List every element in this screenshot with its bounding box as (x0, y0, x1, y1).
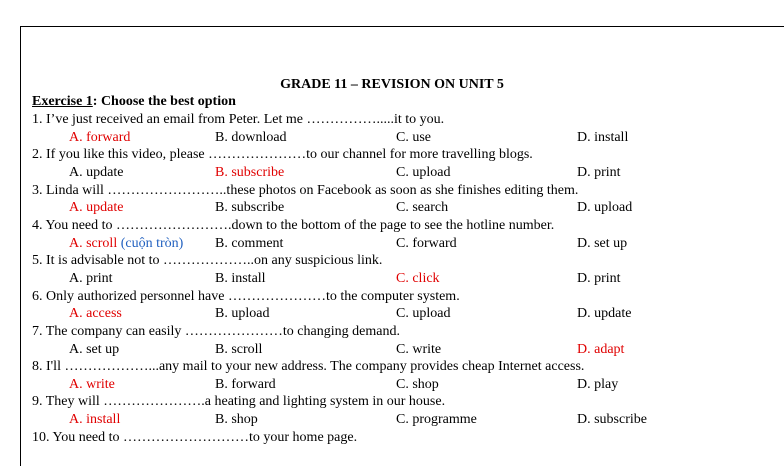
answer-option-text: C. upload (396, 165, 451, 180)
answer-option (396, 200, 448, 216)
answer-option (577, 306, 631, 322)
answer-option (396, 377, 439, 393)
answer-option-text: A. write (69, 376, 115, 392)
answer-option (215, 342, 262, 358)
answer-option-text: B. scroll (215, 341, 263, 357)
answer-option-text: D. print (577, 270, 621, 286)
answer-option (577, 236, 627, 252)
answer-option (577, 271, 621, 287)
question-text: 10. You need to ………………………to your home page. (32, 429, 358, 445)
answer-option (396, 236, 457, 252)
answer-option-text: A. scroll (69, 235, 118, 251)
answer-option (69, 130, 130, 146)
answer-option-text: B. shop (215, 412, 258, 428)
answer-option-text: D. set up (577, 235, 628, 251)
answer-option-text: D. print (577, 165, 621, 180)
answer-note: (cuộn tròn) (117, 235, 184, 251)
answer-option-text: A. install (69, 412, 121, 428)
answer-option (215, 130, 287, 146)
answer-option-text: B. download (215, 129, 287, 145)
answer-option-text: B. forward (215, 376, 276, 392)
page-title: GRADE 11 – REVISION ON UNIT 5 (280, 77, 504, 92)
answer-option-text: B. install (215, 270, 266, 286)
answer-option-text: D. install (577, 129, 629, 145)
exercise-label: Exercise 1 (32, 94, 93, 109)
answer-option (396, 306, 450, 322)
answer-option (215, 377, 276, 393)
answer-option-text: C. shop (396, 376, 439, 392)
answer-option (396, 342, 441, 358)
answer-option (577, 377, 618, 393)
answer-option (69, 412, 120, 428)
question-text: 9. They will ………………….a heating and lighting system in our house. (32, 394, 446, 410)
answer-option-text: B. subscribe (215, 165, 285, 180)
answer-option-text: D. adapt (577, 341, 625, 357)
question-text: 1. I’ve just received an email from Peter. Let me …………….....it to you. (32, 112, 445, 127)
answer-option (396, 271, 440, 287)
answer-option (577, 200, 632, 216)
answer-option-text: A. print (69, 270, 113, 286)
answer-option (577, 130, 628, 146)
question-text: 7. The company can easily …………………to changing demand. (32, 323, 400, 339)
answer-option (577, 342, 624, 358)
answer-option (396, 130, 431, 146)
answer-option-text: A. access (69, 306, 122, 322)
answer-option-text: A. set up (69, 341, 120, 357)
answer-option (215, 165, 284, 181)
answer-option-text: D. upload (577, 200, 633, 216)
answer-option-text: D. play (577, 376, 619, 392)
answer-option-text: D. update (577, 306, 632, 322)
exercise-instruction: : Choose the best option (92, 94, 236, 109)
answer-option (69, 236, 183, 252)
answer-option-text: C. click (396, 270, 440, 286)
answer-option-text: D. subscribe (577, 412, 647, 428)
answer-option-text: B. upload (215, 306, 270, 322)
answer-option (577, 412, 647, 428)
answer-option (215, 412, 258, 428)
answer-option (215, 236, 283, 252)
answer-option (396, 412, 477, 428)
answer-option (215, 271, 266, 287)
question-text: 3. Linda will ……………………..these photos on Facebook as soon as she finishes editing them. (32, 182, 579, 198)
answer-option (215, 200, 284, 216)
question-text: 6. Only authorized personnel have …………………to the computer system. (32, 288, 460, 304)
answer-option-text: C. write (396, 341, 442, 357)
answer-option-text: B. subscribe (215, 200, 285, 216)
answer-option (69, 377, 115, 393)
answer-option (69, 271, 113, 287)
answer-option-text: C. search (396, 200, 449, 216)
answer-option (69, 306, 122, 322)
answer-option (69, 342, 119, 358)
answer-option-text: C. forward (396, 235, 457, 251)
question-text: 8. I'll ………………...any mail to your new address. The company provides cheap Internet access. (32, 359, 585, 375)
answer-option-text: A. forward (69, 129, 131, 145)
answer-option (215, 306, 269, 322)
answer-option (396, 165, 450, 181)
answer-option-text: C. use (396, 129, 431, 145)
answer-option-text: C. upload (396, 306, 451, 322)
answer-option (69, 200, 123, 216)
answer-option-text: B. comment (215, 235, 284, 251)
question-text: 4. You need to …………………….down to the bottom of the page to see the hotline number. (32, 217, 555, 233)
answer-option (69, 165, 123, 181)
answer-option-text: C. programme (396, 412, 477, 428)
question-text: 5. It is advisable not to ………………..on any suspicious link. (32, 253, 383, 269)
answer-option (577, 165, 621, 181)
exercise-heading (32, 94, 236, 110)
answer-option-text: A. update (69, 200, 124, 216)
answer-option-text: A. update (69, 165, 124, 180)
question-text: 2. If you like this video, please …………………to our channel for more travelling blogs. (32, 147, 533, 163)
